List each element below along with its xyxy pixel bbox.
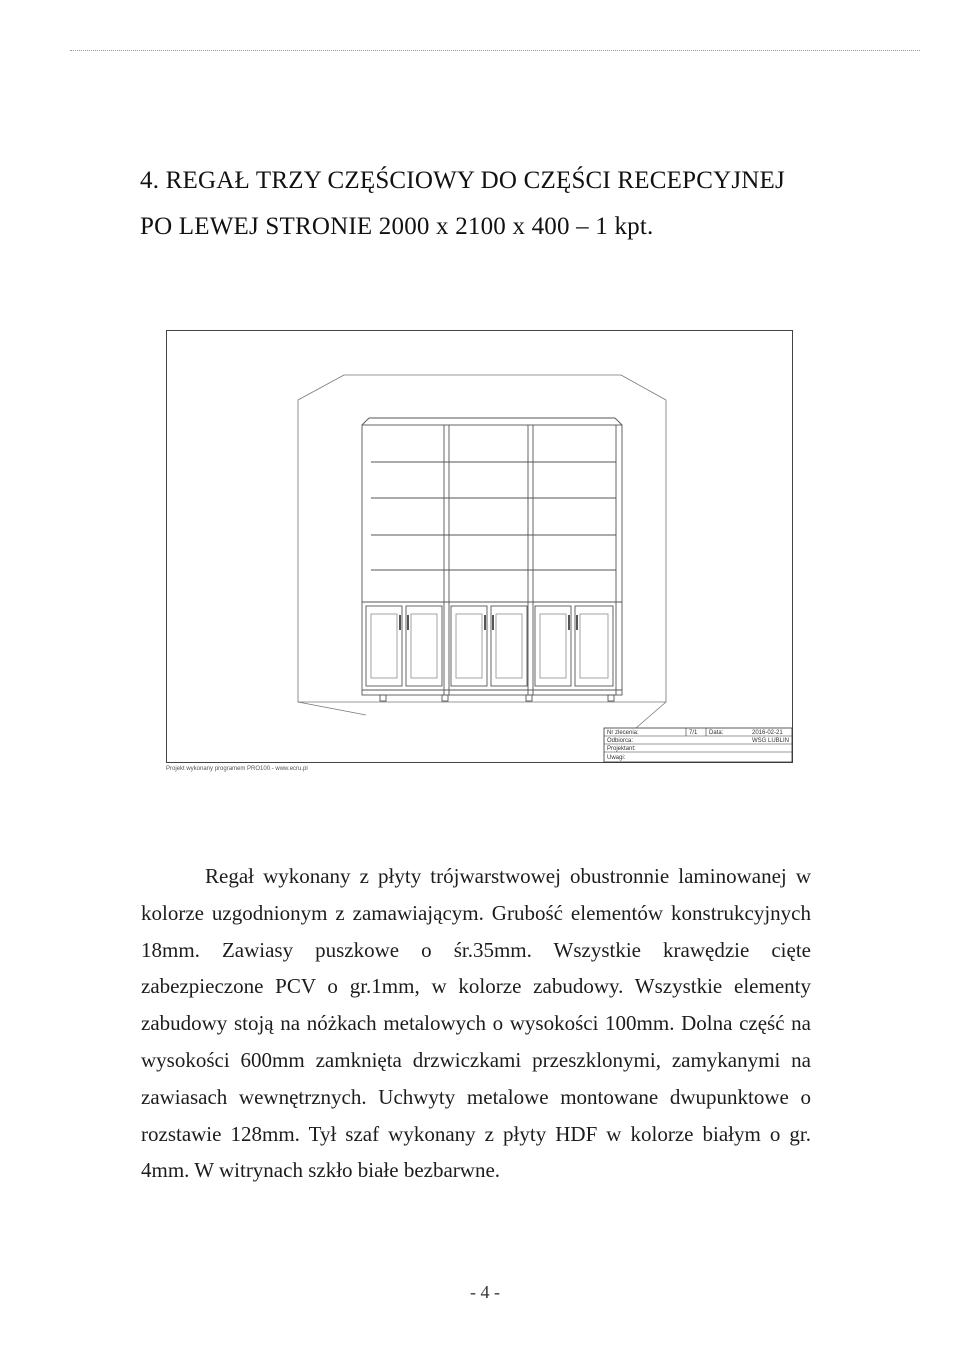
tb-client: WSG LUBLIN	[752, 738, 790, 744]
scan-artifact-line	[70, 50, 920, 51]
tb-projektant-label: Projektant:	[607, 746, 636, 752]
heading-line-1: 4. REGAŁ TRZY CZĘŚCIOWY DO CZĘŚCI RECEPCYJNEJ	[140, 167, 785, 194]
drawing-caption: Projekt wykonany programem PRO100 - www.ecru.pl	[166, 766, 308, 772]
section-heading	[140, 158, 860, 250]
heading-line-2: PO LEWEJ STRONIE 2000 x 2100 x 400 – 1 kpt.	[140, 213, 654, 240]
shelf-unit	[362, 418, 622, 701]
description-paragraph: Regał wykonany z płyty trójwarstwowej obustronnie laminowanej w kolorze uzgodnionym z zamawiającym. Grubość elementów konstrukcyjnych 18mm. Zawiasy puszkowe o śr.35mm. Wszystkie krawędzie cięte zabezpieczone PCV o gr.1mm, w kolorze zabudowy. Wszystkie elementy zabudowy stoją na nóżkach metalowych o wysokości 100mm. Dolna część na wysokości 600mm zamknięta drzwiczkami przeszklonymi, zamykanymi na zawiasach wewnętrznych. Uchwyty metalowe montowane dwupunktowe o rozstawie 128mm. Tył szaf wykonany z płyty HDF w kolorze białym o gr. 4mm. W witrynach szkło białe bezbarwne.	[141, 864, 811, 1183]
tb-nazwa-label: Nr zlecenia:	[607, 730, 639, 736]
title-block	[604, 728, 792, 762]
tb-data-label: Data:	[709, 730, 724, 736]
tb-date: 2016-02-21	[752, 730, 783, 736]
description-text	[141, 858, 811, 1189]
tb-odbiorca-label: Odbiorca:	[607, 738, 634, 744]
shelf-drawing	[166, 330, 794, 764]
shelf-drawing-svg	[166, 330, 794, 764]
tb-uwagi-label: Uwagi:	[607, 755, 626, 761]
tb-sheet: 7/1	[689, 730, 698, 736]
page-number: - 4 -	[470, 1282, 500, 1302]
drawing-frame	[167, 331, 793, 763]
